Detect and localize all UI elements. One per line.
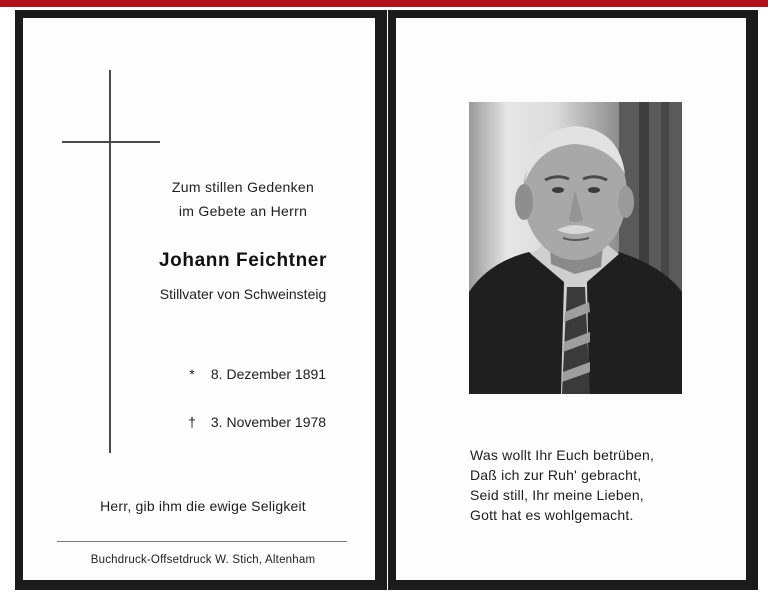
printer-credit: Buchdruck-Offsetdruck W. Stich, Altenham bbox=[90, 554, 316, 566]
memorial-line-1: Zum stillen Gedenken bbox=[171, 179, 315, 195]
left-card bbox=[15, 10, 387, 590]
birth-date: 8. Dezember 1891 bbox=[210, 366, 327, 382]
poem-line: Was wollt Ihr Euch betrüben, bbox=[470, 447, 655, 463]
birth-date-row bbox=[181, 366, 326, 382]
right-ear bbox=[618, 186, 634, 218]
cross-horizontal-bar bbox=[62, 141, 160, 143]
death-date: 3. November 1978 bbox=[210, 414, 327, 430]
left-eye bbox=[552, 187, 564, 193]
portrait-illustration bbox=[469, 102, 682, 394]
right-card bbox=[388, 10, 758, 590]
deceased-name: Johann Feichtner bbox=[159, 250, 327, 271]
poem-line: Seid still, Ihr meine Lieben, bbox=[470, 487, 644, 503]
divider-line bbox=[57, 541, 347, 542]
death-date-row bbox=[181, 414, 326, 430]
top-accent-strip bbox=[0, 0, 768, 7]
memorial-line-2: im Gebete an Herrn bbox=[178, 203, 308, 219]
poem-line: Daß ich zur Ruh' gebracht, bbox=[470, 467, 642, 483]
death-dagger-icon: † bbox=[188, 414, 196, 430]
left-card-paper bbox=[23, 18, 375, 580]
blessing-text: Herr, gib ihm die ewige Seligkeit bbox=[100, 498, 306, 514]
poem-line: Gott hat es wohlgemacht. bbox=[470, 507, 634, 523]
cross-vertical-bar bbox=[109, 70, 111, 453]
birth-star-icon: * bbox=[189, 366, 195, 382]
portrait-photo bbox=[469, 102, 682, 394]
deceased-title: Stillvater von Schweinsteig bbox=[159, 286, 327, 302]
right-eye bbox=[588, 187, 600, 193]
left-ear bbox=[515, 184, 533, 220]
right-card-paper bbox=[396, 18, 746, 580]
